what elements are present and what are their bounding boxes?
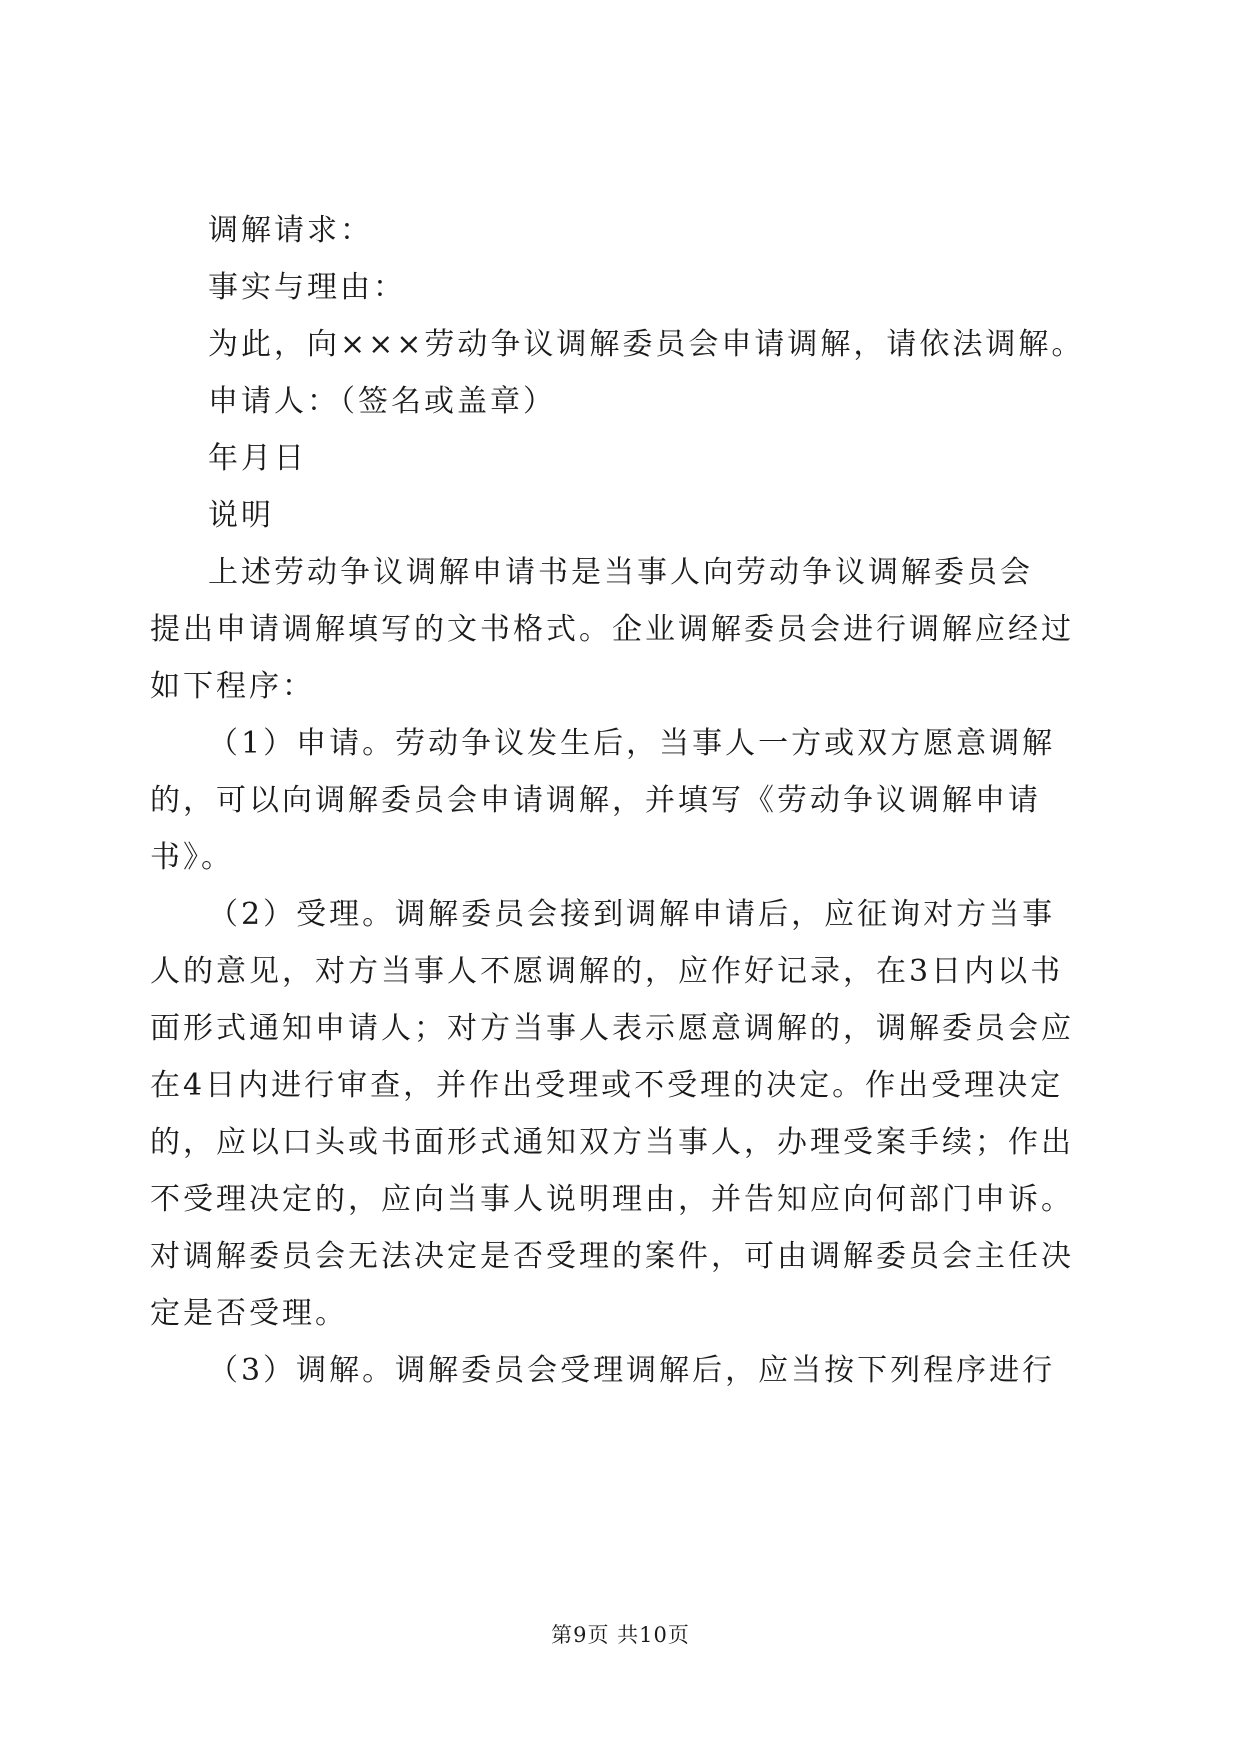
paragraph-line: 提出申请调解填写的文书格式。企业调解委员会进行调解应经过	[150, 612, 1074, 647]
paragraph-line: （1）申请。劳动争议发生后，当事人一方或双方愿意调解	[208, 726, 1056, 761]
paragraph-line: 的，可以向调解委员会申请调解，并填写《劳动争议调解申请	[150, 783, 1041, 818]
paragraph-line: 在4日内进行审查，并作出受理或不受理的决定。作出受理决定	[150, 1068, 1064, 1103]
paragraph-line: 书》。	[150, 840, 234, 875]
request-statement: 为此，向×××劳动争议调解委员会申请调解，请依法调解。	[208, 327, 1085, 362]
paragraph-line: 上述劳动争议调解申请书是当事人向劳动争议调解委员会	[208, 555, 1033, 590]
paragraph-line: 如下程序：	[150, 669, 315, 704]
applicant-signature-line: 申请人：（签名或盖章）	[208, 384, 556, 419]
heading-facts-reasons: 事实与理由：	[208, 270, 406, 305]
notes-heading: 说明	[208, 498, 274, 533]
date-line: 年月日	[208, 441, 307, 476]
paragraph-line: （3）调解。调解委员会受理调解后，应当按下列程序进行	[208, 1353, 1056, 1388]
paragraph-line: 的，应以口头或书面形式通知双方当事人，办理受案手续；作出	[150, 1125, 1074, 1160]
paragraph-line: 面形式通知申请人；对方当事人表示愿意调解的，调解委员会应	[150, 1011, 1074, 1046]
page-footer: 第9页 共10页	[551, 1623, 690, 1647]
paragraph-line: 对调解委员会无法决定是否受理的案件，可由调解委员会主任决	[150, 1239, 1074, 1274]
heading-mediation-request: 调解请求：	[208, 213, 373, 248]
paragraph-line: （2）受理。调解委员会接到调解申请后，应征询对方当事	[208, 897, 1056, 932]
paragraph-line: 人的意见，对方当事人不愿调解的，应作好记录，在3日内以书	[150, 954, 1064, 989]
paragraph-line: 定是否受理。	[150, 1296, 348, 1331]
paragraph-line: 不受理决定的，应向当事人说明理由，并告知应向何部门申诉。	[150, 1182, 1074, 1217]
